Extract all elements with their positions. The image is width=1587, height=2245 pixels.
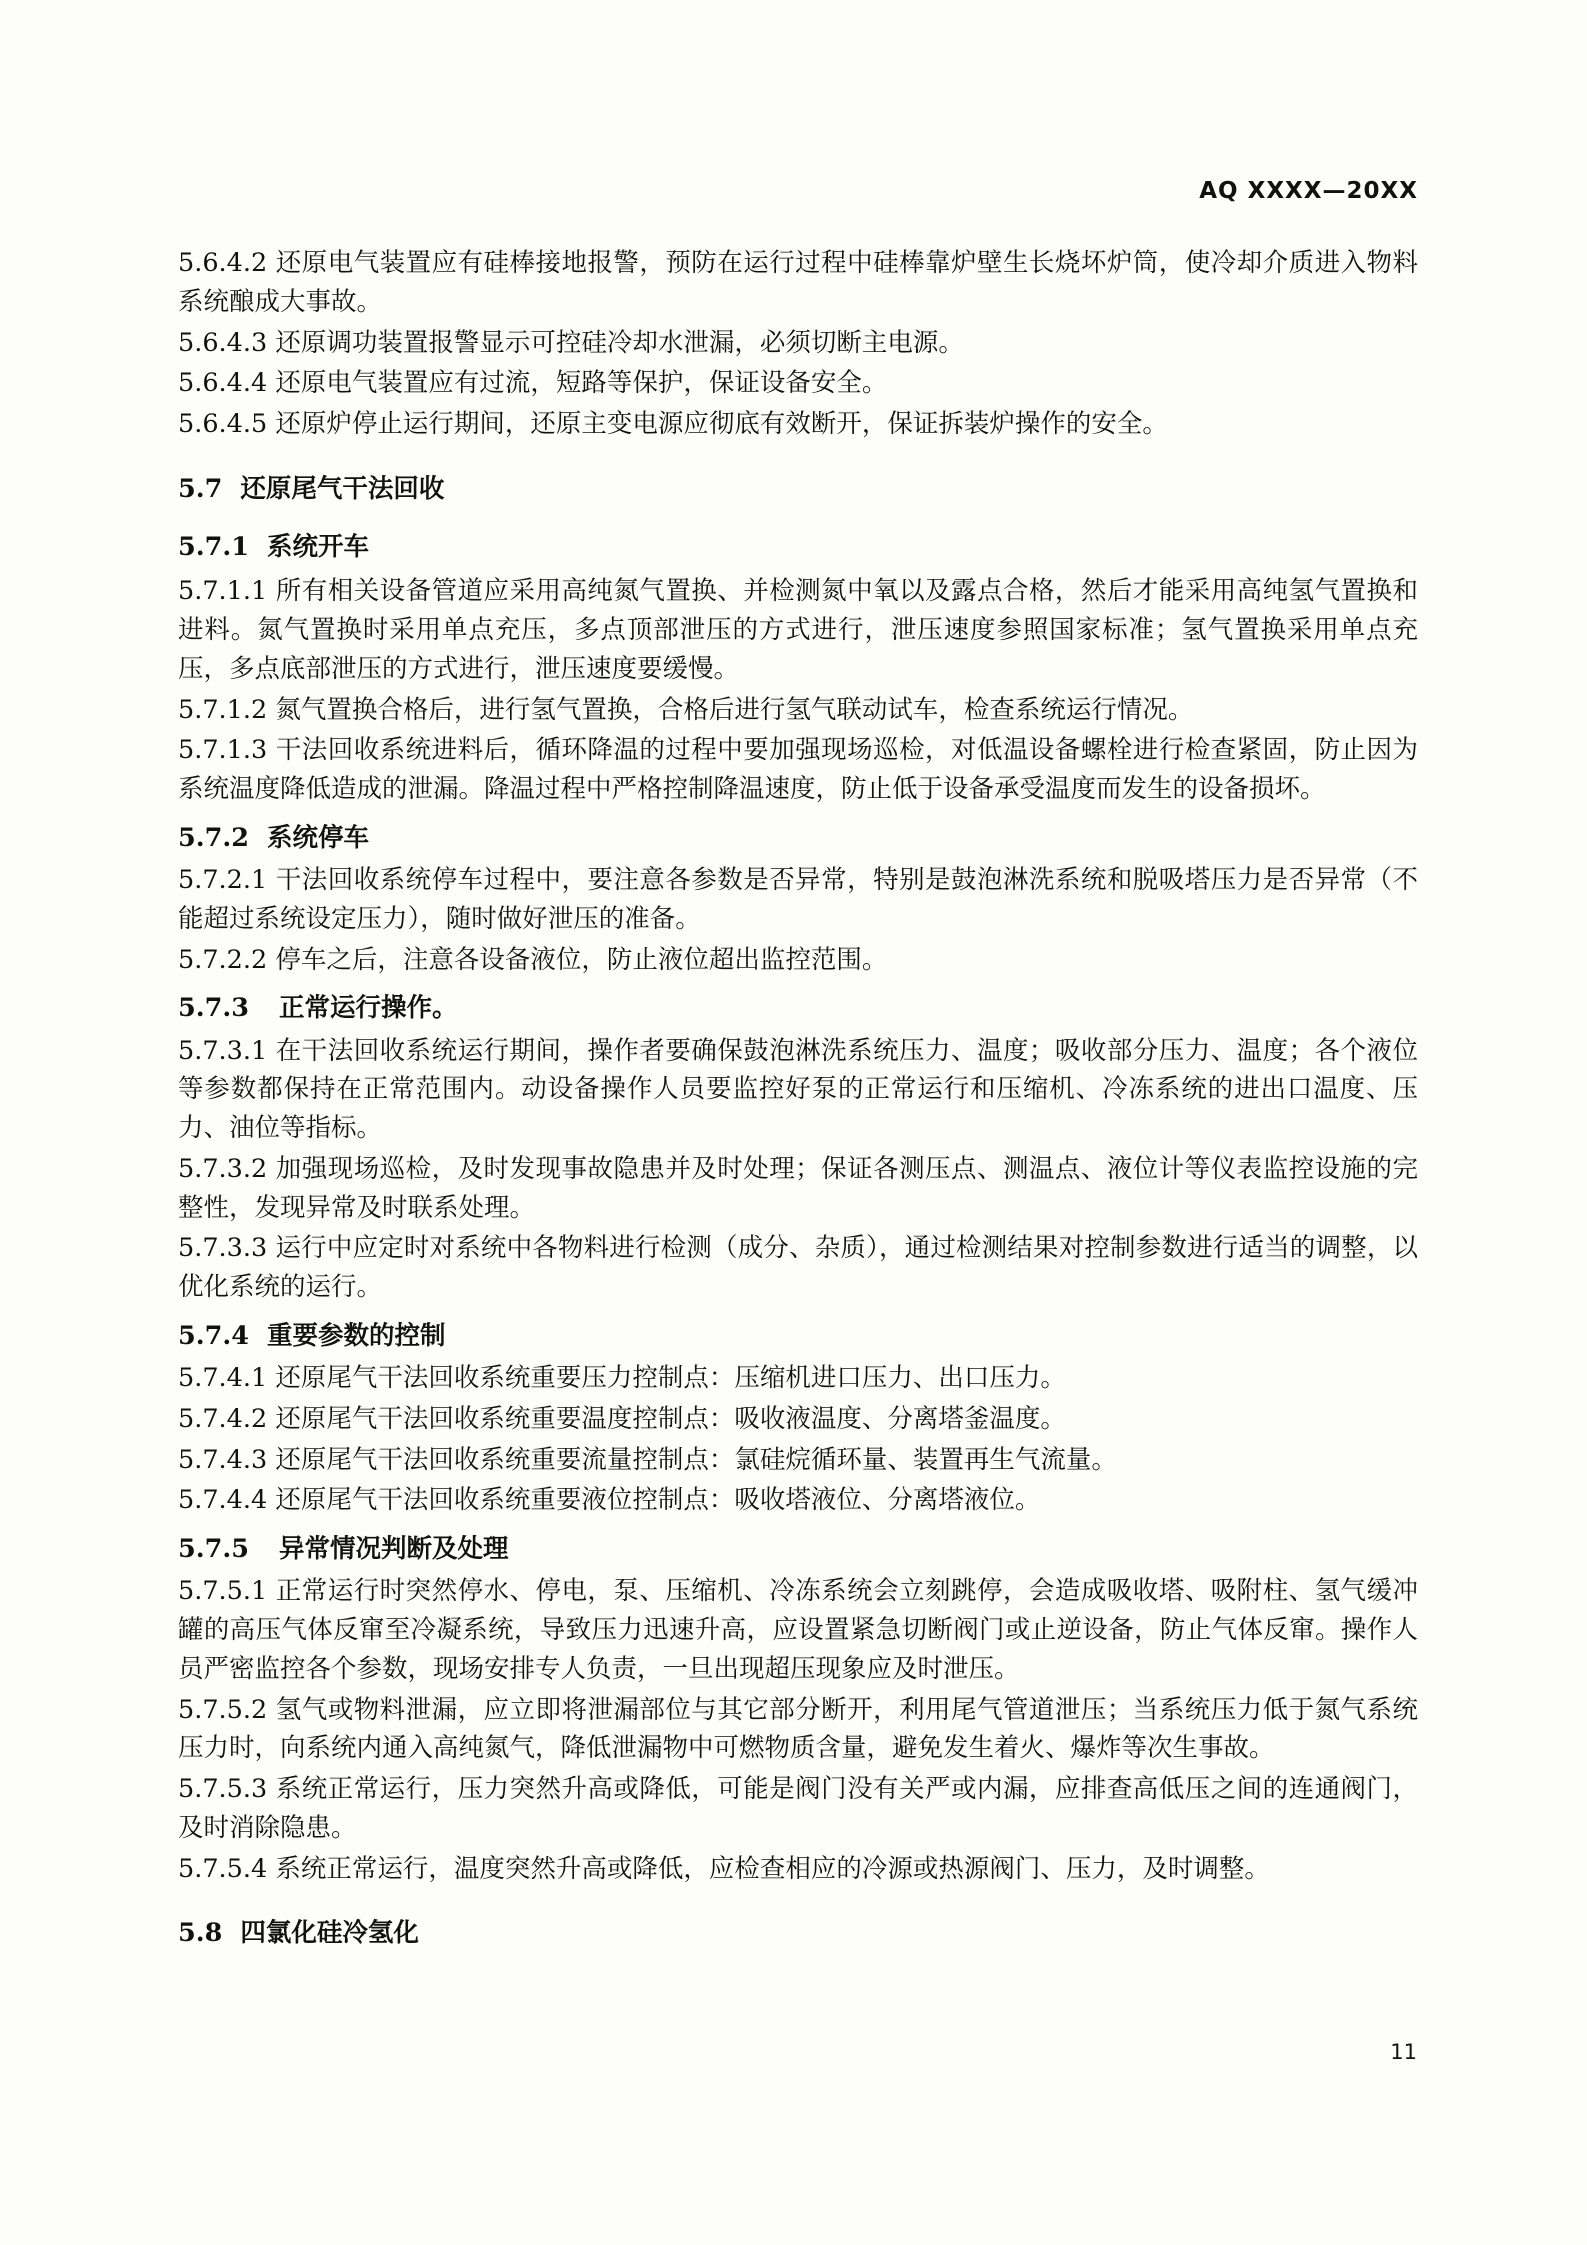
clause-paragraph: 5.7.3.3 运行中应定时对系统中各物料进行检测（成分、杂质），通过检测结果对控制参数进行适当的调整，以优化系统的运行。	[178, 1233, 1418, 1302]
clause-paragraph: 5.7.5.1 正常运行时突然停水、停电，泵、压缩机、冷冻系统会立刻跳停，会造成吸收塔、吸附柱、氢气缓冲罐的高压气体反窜至冷凝系统，导致压力迅速升高，应设置紧急切断阀门或止逆设备，防止气体反窜。操作人员严密监控各个参数，现场安排专人负责，一旦出现超压现象应及时泄压。	[178, 1576, 1418, 1684]
section-number: 5.8	[178, 1918, 223, 1949]
section-heading	[178, 528, 1418, 566]
clause-paragraph: 5.6.4.4 还原电气装置应有过流，短路等保护，保证设备安全。	[178, 368, 888, 399]
section-number: 5.7.2	[178, 822, 249, 853]
document-header: AQ XXXX—20XX	[1199, 178, 1418, 204]
clause-paragraph: 5.7.4.4 还原尾气干法回收系统重要液位控制点：吸收塔液位、分离塔液位。	[178, 1485, 1041, 1516]
clause-paragraph: 5.7.2.1 干法回收系统停车过程中，要注意各参数是否异常，特别是鼓泡淋洗系统和脱吸塔压力是否异常（不能超过系统设定压力），随时做好泄压的准备。	[178, 865, 1418, 934]
page-number: 11	[1390, 2040, 1417, 2064]
clause-paragraph: 5.7.2.2 停车之后，注意各设备液位，防止液位超出监控范围。	[178, 944, 888, 975]
clause-paragraph: 5.7.4.2 还原尾气干法回收系统重要温度控制点：吸收液温度、分离塔釜温度。	[178, 1403, 1066, 1434]
clause-paragraph: 5.7.5.4 系统正常运行，温度突然升高或降低，应检查相应的冷源或热源阀门、压力，及时调整。	[178, 1853, 1270, 1884]
section-number: 5.7.3	[178, 993, 249, 1024]
section-title: 系统开车	[266, 532, 369, 562]
section-number: 5.7	[178, 473, 223, 504]
section-title: 还原尾气干法回收	[240, 473, 445, 504]
clause-paragraph: 5.6.4.2 还原电气装置应有硅棒接地报警，预防在运行过程中硅棒靠炉壁生长烧坏炉筒，使冷却介质进入物料系统酿成大事故。	[178, 248, 1418, 317]
clause-paragraph: 5.7.4.3 还原尾气干法回收系统重要流量控制点：氯硅烷循环量、装置再生气流量。	[178, 1444, 1117, 1475]
section-number: 5.7.4	[178, 1320, 249, 1351]
section-number: 5.7.5	[178, 1534, 249, 1564]
clause-paragraph: 5.7.3.2 加强现场巡检，及时发现事故隐患并及时处理；保证各测压点、测温点、液位计等仪表监控设施的完整性，发现异常及时联系处理。	[178, 1153, 1418, 1223]
clause-paragraph: 5.7.5.3 系统正常运行，压力突然升高或降低，可能是阀门没有关严或内漏，应排查高低压之间的连通阀门，及时消除隐患。	[178, 1774, 1418, 1843]
section-heading	[178, 1914, 1418, 1952]
clause-paragraph: 5.7.1.2 氮气置换合格后，进行氢气置换，合格后进行氢气联动试车，检查系统运行情况。	[178, 694, 1194, 725]
clause-paragraph: 5.7.1.1 所有相关设备管道应采用高纯氮气置换、并检测氮中氧以及露点合格，然后才能采用高纯氢气置换和进料。氮气置换时采用单点充压，多点顶部泄压的方式进行，泄压速度参照国家标准；氢气置换采用单点充压，多点底部泄压的方式进行，泄压速度要缓慢。	[178, 576, 1418, 684]
section-title: 四氯化硅冷氢化	[240, 1918, 419, 1949]
section-title: 系统停车	[266, 822, 369, 853]
section-heading	[178, 1530, 1418, 1568]
section-title: 重要参数的控制	[266, 1320, 446, 1351]
clause-paragraph: 5.7.3.1 在干法回收系统运行期间，操作者要确保鼓泡淋洗系统压力、温度；吸收部分压力、温度；各个液位等参数都保持在正常范围内。动设备操作人员要监控好泵的正常运行和压缩机、冷冻系统的进出口温度、压力、油位等指标。	[178, 1035, 1418, 1143]
document-body	[178, 244, 1418, 1953]
clause-paragraph: 5.7.4.1 还原尾气干法回收系统重要压力控制点：压缩机进口压力、出口压力。	[178, 1363, 1066, 1393]
section-heading	[178, 989, 1418, 1027]
section-heading	[178, 470, 1418, 508]
section-heading	[178, 1317, 1418, 1355]
section-heading	[178, 819, 1418, 857]
clause-paragraph: 5.6.4.5 还原炉停止运行期间，还原主变电源应彻底有效断开，保证拆装炉操作的安全。	[178, 409, 1168, 439]
clause-paragraph: 5.7.1.3 干法回收系统进料后，循环降温的过程中要加强现场巡检，对低温设备螺栓进行检查紧固，防止因为系统温度降低造成的泄漏。降温过程中严格控制降温速度，防止低于设备承受温度而发生的设备损坏。	[178, 735, 1418, 804]
page-content	[178, 178, 1418, 1963]
section-title: 异常情况判断及处理	[278, 1534, 509, 1564]
clause-paragraph: 5.7.5.2 氢气或物料泄漏，应立即将泄漏部位与其它部分断开，利用尾气管道泄压；当系统压力低于氮气系统压力时，向系统内通入高纯氮气，降低泄漏物中可燃物质含量，避免发生着火、爆炸等次生事故。	[178, 1694, 1418, 1764]
section-title: 正常运行操作。	[278, 993, 458, 1024]
section-number: 5.7.1	[178, 532, 249, 562]
clause-paragraph: 5.6.4.3 还原调功装置报警显示可控硅冷却水泄漏，必须切断主电源。	[178, 327, 964, 358]
